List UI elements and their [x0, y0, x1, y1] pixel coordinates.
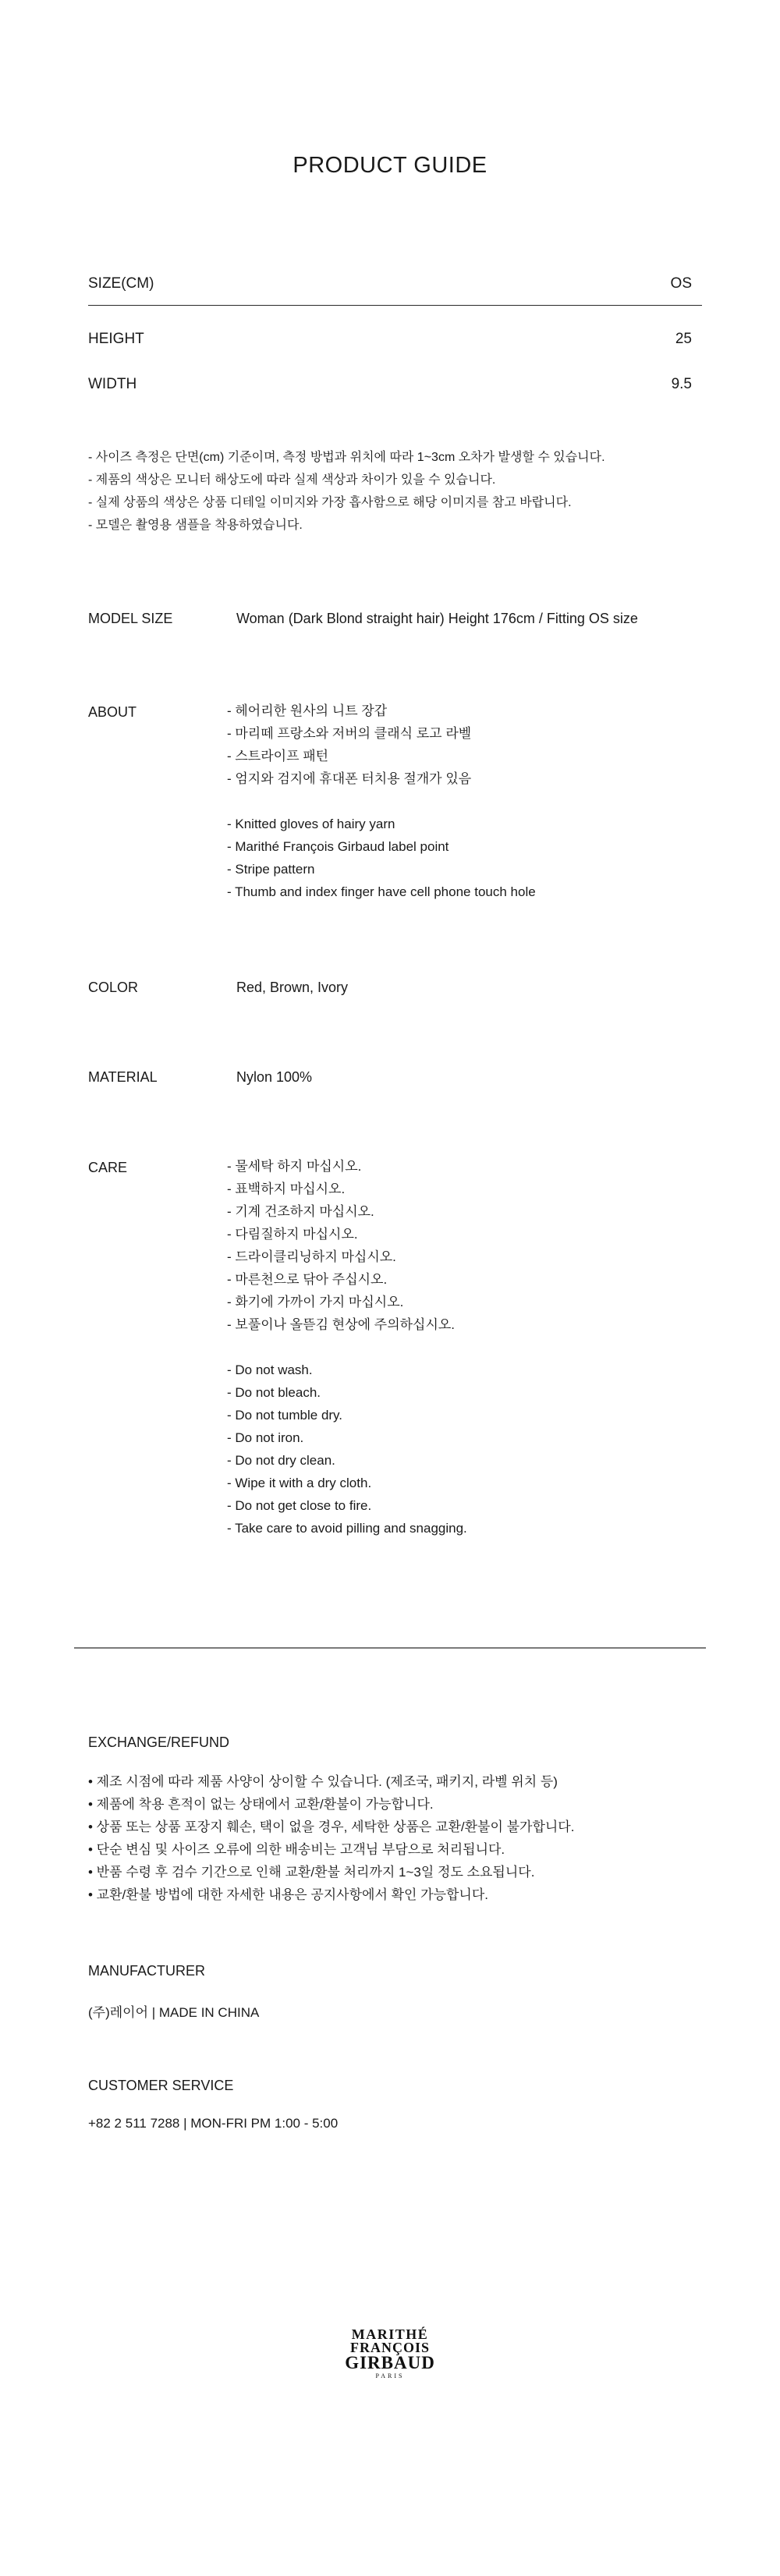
exchange-label: EXCHANGE/REFUND	[88, 1734, 230, 1750]
exchange-list	[88, 1770, 574, 1906]
logo-line: FRANÇOIS	[349, 2340, 430, 2355]
exchange-item: • 제조 시점에 따라 제품 사양이 상이할 수 있습니다. (제조국, 패키지, 라벨 위치 등)	[88, 1774, 558, 1789]
about-label: ABOUT	[88, 704, 137, 720]
about-details	[227, 700, 536, 903]
size-row-label: WIDTH	[88, 376, 137, 392]
care-line: - 마른천으로 닦아 주십시오.	[227, 1272, 388, 1287]
color-value: Red, Brown, Ivory	[236, 980, 349, 995]
about-line: - 마리떼 프랑소와 저버의 클래식 로고 라벨	[227, 726, 472, 741]
about-line: - 스트라이프 패턴	[227, 749, 329, 764]
care-line: - Do not get close to fire.	[227, 1498, 372, 1513]
exchange-item: • 제품에 착용 흔적이 없는 상태에서 교환/환불이 가능합니다.	[88, 1797, 434, 1812]
care-line: - Wipe it with a dry cloth.	[227, 1476, 372, 1490]
care-line: - 화기에 가까이 가지 마십시오.	[227, 1295, 404, 1309]
about-line: - Knitted gloves of hairy yarn	[227, 817, 395, 831]
material-label: MATERIAL	[88, 1069, 158, 1085]
exchange-item: • 상품 또는 상품 포장지 훼손, 택이 없을 경우, 세탁한 상품은 교환/환불이 불가합니다.	[88, 1819, 575, 1834]
care-line: - Take care to avoid pilling and snagging.	[227, 1521, 467, 1536]
material-value: Nylon 100%	[236, 1069, 313, 1085]
logo-line: MARITHÉ	[351, 2326, 429, 2342]
care-line: - 보풀이나 올뜯김 현상에 주의하십시오.	[227, 1317, 456, 1332]
section-divider	[74, 1647, 706, 1649]
size-row-label: HEIGHT	[88, 331, 144, 347]
page-title: PRODUCT GUIDE	[292, 153, 488, 178]
color-label: COLOR	[88, 980, 139, 995]
customer-service-value: +82 2 511 7288 | MON-FRI PM 1:00 - 5:00	[88, 2116, 339, 2131]
manufacturer-value: (주)레이어 | MADE IN CHINA	[88, 2005, 260, 2020]
exchange-item: • 단순 변심 및 사이즈 오류에 의한 배송비는 고객님 부담으로 처리됩니다.	[88, 1842, 505, 1857]
about-line: - 헤어리한 원사의 니트 장갑	[227, 703, 388, 718]
care-line: - Do not tumble dry.	[227, 1408, 343, 1423]
care-line: - 다림질하지 마십시오.	[227, 1227, 358, 1242]
logo-line: PARIS	[375, 2372, 405, 2379]
care-line: - 표백하지 마십시오.	[227, 1182, 346, 1196]
brand-logo	[329, 2328, 451, 2382]
care-line: - Do not iron.	[227, 1430, 304, 1445]
about-line: - Stripe pattern	[227, 862, 315, 877]
size-header-label: SIZE(CM)	[88, 275, 154, 292]
care-line: - 기계 건조하지 마십시오.	[227, 1204, 374, 1219]
note-line: - 사이즈 측정은 단면(cm) 기준이며, 측정 방법과 위치에 따라 1~3cm 오차가 발생할 수 있습니다.	[88, 451, 605, 464]
model-size-value: Woman (Dark Blond straight hair) Height 176cm / Fitting OS size	[236, 611, 638, 626]
size-header-os: OS	[670, 275, 692, 292]
about-line: - Marithé François Girbaud label point	[227, 839, 449, 854]
measurement-notes	[88, 446, 605, 537]
care-line: - Do not bleach.	[227, 1385, 321, 1400]
care-details	[227, 1155, 467, 1540]
about-line: - 엄지와 검지에 휴대폰 터치용 절개가 있음	[227, 771, 472, 786]
about-line: - Thumb and index finger have cell phone touch hole	[227, 884, 536, 899]
note-line: - 실제 상품의 색상은 상품 디테일 이미지와 가장 흡사함으로 해당 이미지를 참고 바랍니다.	[88, 496, 572, 509]
care-line: - Do not wash.	[227, 1362, 313, 1377]
note-line: - 모델은 촬영용 샘플을 착용하였습니다.	[88, 519, 303, 532]
care-label: CARE	[88, 1160, 128, 1175]
size-row-value: 25	[675, 331, 692, 347]
note-line: - 제품의 색상은 모니터 해상도에 따라 실제 색상과 차이가 있을 수 있습니다.	[88, 473, 496, 487]
logo-line: GIRBAUD	[345, 2353, 435, 2372]
customer-service-label: CUSTOMER SERVICE	[88, 2078, 234, 2093]
care-line: - 드라이클리닝하지 마십시오.	[227, 1249, 396, 1264]
size-table-divider	[88, 305, 702, 306]
manufacturer-label: MANUFACTURER	[88, 1963, 206, 1979]
exchange-item: • 교환/환불 방법에 대한 자세한 내용은 공지사항에서 확인 가능합니다.	[88, 1887, 488, 1902]
size-row-value: 9.5	[671, 376, 692, 392]
model-size-label: MODEL SIZE	[88, 611, 173, 626]
care-line: - Do not dry clean.	[227, 1453, 335, 1468]
exchange-item: • 반품 수령 후 검수 기간으로 인해 교환/환불 처리까지 1~3일 정도 소요됩니다.	[88, 1865, 535, 1880]
care-line: - 물세탁 하지 마십시오.	[227, 1159, 362, 1174]
